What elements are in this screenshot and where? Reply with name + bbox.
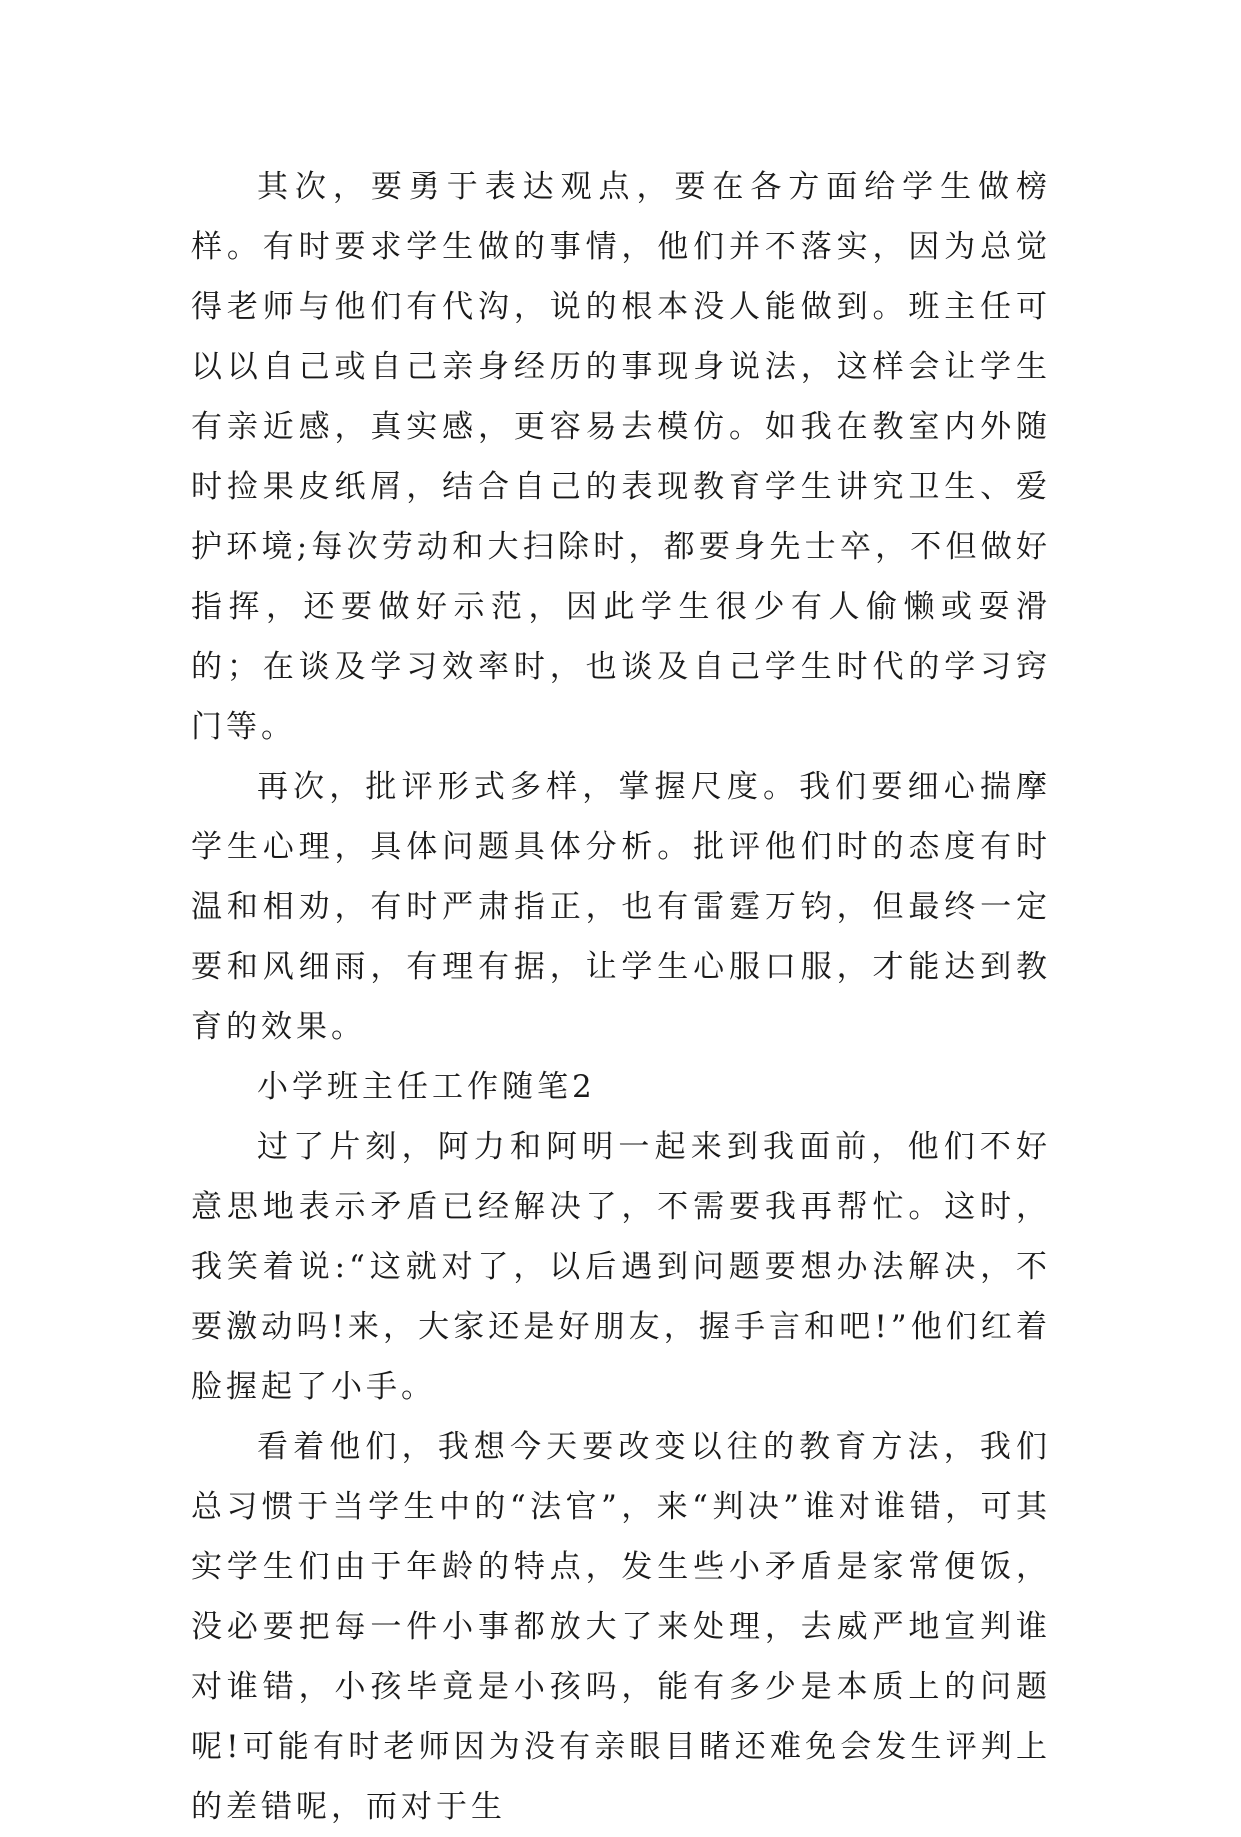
paragraph-criticism-methods: 再次，批评形式多样，掌握尺度。我们要细心揣摩学生心理，具体问题具体分析。批评他们时的态度有时温和相劝，有时严肃指正，也有雷霆万钧，但最终一定要和风细雨，有理有据，让学生心服口服，才能达到教育的效果。 — [191, 769, 1051, 1045]
paragraph-example-setting: 其次，要勇于表达观点，要在各方面给学生做榜样。有时要求学生做的事情，他们并不落实，因为总觉得老师与他们有代沟，说的根本没人能做到。班主任可以以自己或自己亲身经历的事现身说法，这样会让学生有亲近感，真实感，更容易去模仿。如我在教室内外随时捡果皮纸屑，结合自己的表现教育学生讲究卫生、爱护环境;每次劳动和大扫除时，都要身先士卒，不但做好指挥，还要做好示范，因此学生很少有人偷懒或耍滑的；在谈及学习效率时，也谈及自己学生时代的学习窍门等。 — [191, 169, 1051, 745]
section-heading: 小学班主任工作随笔2 — [257, 1069, 596, 1105]
document-body — [191, 157, 1051, 1837]
paragraph-conflict-resolved: 过了片刻，阿力和阿明一起来到我面前，他们不好意思地表示矛盾已经解决了，不需要我再帮忙。这时，我笑着说:“这就对了，以后遇到问题要想办法解决，不要激动吗!来，大家还是好朋友，握手言和吧!”他们红着脸握起了小手。 — [191, 1129, 1051, 1405]
paragraph-reflection: 看着他们，我想今天要改变以往的教育方法，我们总习惯于当学生中的“法官”，来“判决”谁对谁错，可其实学生们由于年龄的特点，发生些小矛盾是家常便饭，没必要把每一件小事都放大了来处理，去威严地宣判谁对谁错，小孩毕竟是小孩吗，能有多少是本质上的问题呢!可能有时老师因为没有亲眼目睹还难免会发生评判上的差错呢，而对于生 — [191, 1429, 1051, 1825]
